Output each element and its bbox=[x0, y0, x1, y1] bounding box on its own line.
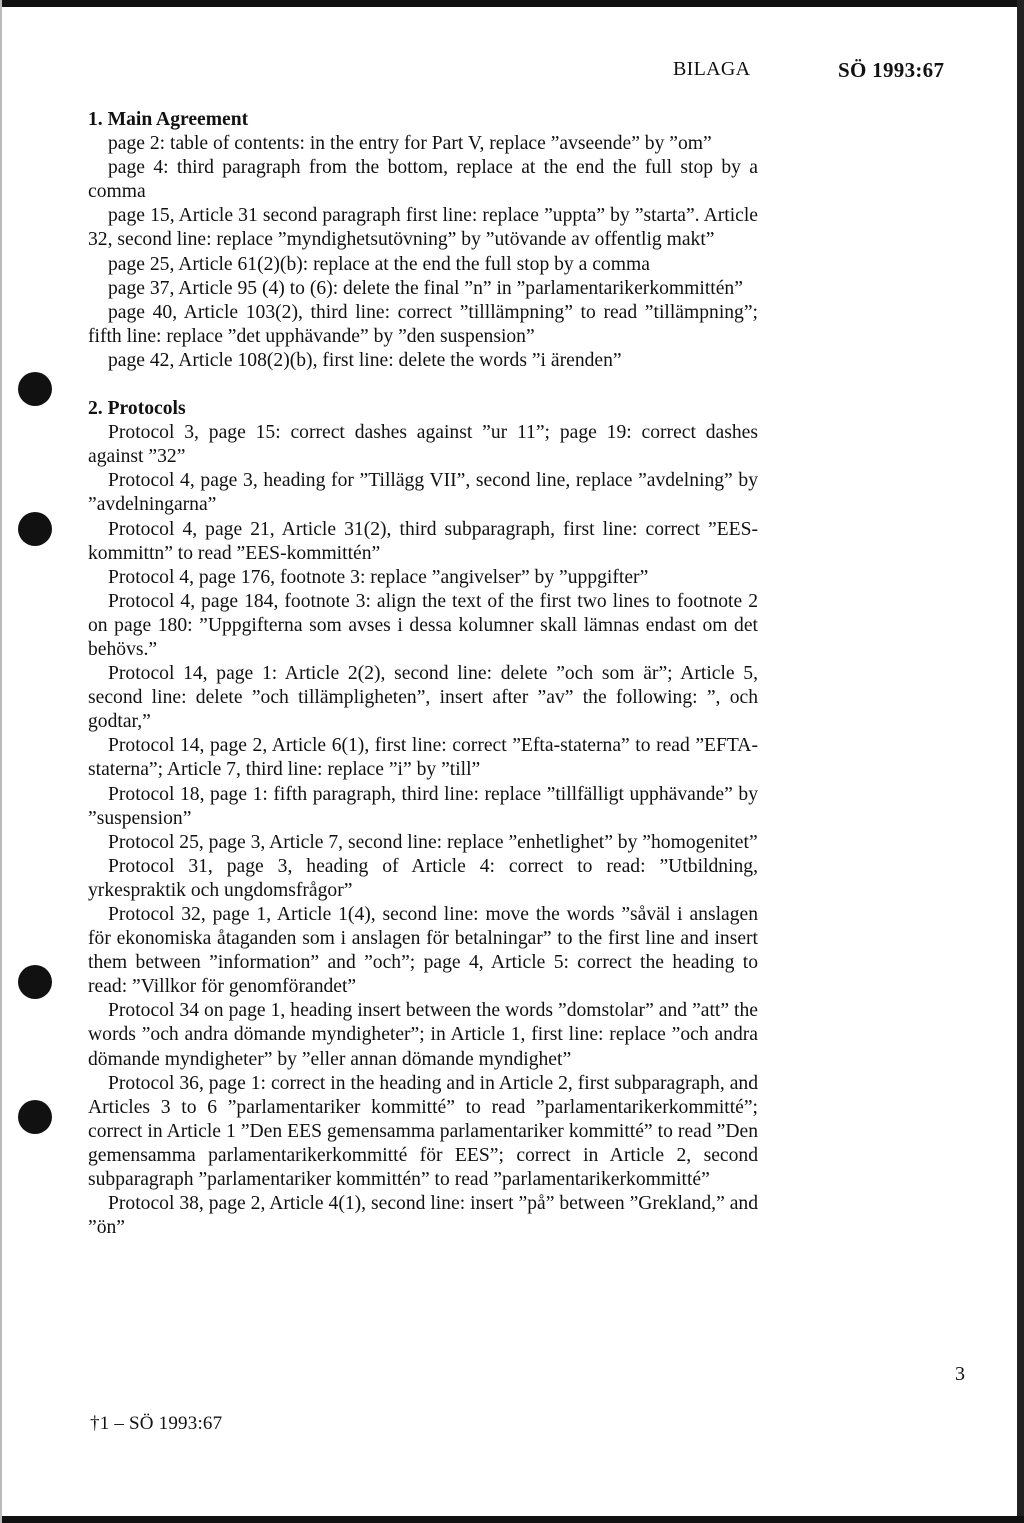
correction-entry: Protocol 25, page 3, Article 7, second line: replace ”enhetlighet” by ”homogenitet” bbox=[108, 831, 758, 853]
page-border-top bbox=[0, 0, 1024, 7]
binder-hole bbox=[18, 512, 52, 546]
correction-entry: Protocol 31, page 3, heading of Article 4: correct to read: ”Utbildning, yrkespraktik och ungdomsfrågor” bbox=[88, 855, 758, 901]
page-border-bottom bbox=[0, 1516, 1024, 1523]
correction-entry: Protocol 38, page 2, Article 4(1), second line: insert ”på” between ”Grekland,” and ”ön” bbox=[88, 1193, 758, 1239]
correction-entry: Protocol 3, page 15: correct dashes against ”ur 11”; page 19: correct dashes against ”32” bbox=[88, 422, 758, 468]
correction-entry: Protocol 34 on page 1, heading insert between the words ”domstolar” and ”att” the words ”och andra dömande myndigheter”; in Article 1, first line: replace ”och andra dömande myndigheter” by ”eller annan dömande myndighet” bbox=[88, 1000, 758, 1070]
correction-entry: page 2: table of contents: in the entry for Part V, replace ”avseende” by ”om” bbox=[108, 133, 712, 155]
page-number: 3 bbox=[955, 1363, 965, 1385]
correction-entry: page 25, Article 61(2)(b): replace at the end the full stop by a comma bbox=[108, 253, 650, 275]
header-reference: SÖ 1993:67 bbox=[838, 58, 945, 82]
correction-entry: page 4: third paragraph from the bottom, replace at the end the full stop by a comma bbox=[88, 157, 758, 203]
header-bilaga: BILAGA bbox=[673, 58, 751, 80]
correction-entry: Protocol 32, page 1, Article 1(4), second line: move the words ”såväl i anslagen för ekonomiska åtaganden som i anslagen för betalningar” to the first line and insert them between ”information” and ”och”; page 4, Article 5: correct the heading to read: ”Villkor för genomförandet” bbox=[88, 904, 758, 998]
binder-hole bbox=[18, 372, 52, 406]
section-heading-main-agreement: 1. Main Agreement bbox=[88, 109, 249, 130]
binder-hole bbox=[18, 965, 52, 999]
correction-entry: Protocol 36, page 1: correct in the heading and in Article 2, first subparagraph, and Articles 3 to 6 ”parlamentariker kommitté” to read ”parlamentarikerkommitté”; correct in Article 1 ”Den EES gemensamma parlamentariker kommitté” to read ”Den gemensamma parlamentarikerkommitté för EES”; correct in Article 2, second subparagraph ”parlamentariker kommittén” to read ”parlamentarikerkommitté” bbox=[88, 1072, 758, 1191]
page-border-right bbox=[1017, 0, 1024, 1523]
correction-entry: page 15, Article 31 second paragraph first line: replace ”uppta” by ”starta”. Article 32, second line: replace ”myndighetsutövning” by ”utövande av offentlig makt” bbox=[88, 205, 758, 251]
section-heading-protocols: 2. Protocols bbox=[88, 398, 186, 420]
correction-entry: page 40, Article 103(2), third line: correct ”tilllämpning” to read ”tillämpning”; fifth line: replace ”det upphävande” by ”den suspension” bbox=[88, 301, 758, 347]
binder-hole bbox=[18, 1100, 52, 1134]
document-body bbox=[88, 108, 758, 1240]
page-border-left bbox=[0, 0, 2, 1523]
correction-entry: Protocol 4, page 176, footnote 3: replace ”angivelser” by ”uppgifter” bbox=[108, 566, 649, 588]
correction-entry: Protocol 4, page 3, heading for ”Tillägg VII”, second line, replace ”avdelning” by ”avdelningarna” bbox=[88, 470, 758, 516]
footer-reference: †1 – SÖ 1993:67 bbox=[90, 1413, 223, 1434]
correction-entry: page 42, Article 108(2)(b), first line: delete the words ”i ärenden” bbox=[108, 349, 622, 371]
correction-entry: Protocol 18, page 1: fifth paragraph, third line: replace ”tillfälligt upphävande” by ”suspension” bbox=[88, 783, 758, 829]
correction-entry: page 37, Article 95 (4) to (6): delete the final ”n” in ”parlamentarikerkommittén” bbox=[108, 277, 743, 299]
correction-entry: Protocol 4, page 184, footnote 3: align the text of the first two lines to footnote 2 on page 180: ”Uppgifterna som avses i dessa kolumner skall lämnas endast om det behövs.” bbox=[88, 590, 758, 660]
correction-entry: Protocol 14, page 1: Article 2(2), second line: delete ”och som är”; Article 5, second line: delete ”och tillämpligheten”, insert after ”av” the following: ”, och godtar,” bbox=[88, 663, 758, 733]
correction-entry: Protocol 4, page 21, Article 31(2), third subparagraph, first line: correct ”EES-kommittn” to read ”EES-kommittén” bbox=[88, 518, 758, 564]
correction-entry: Protocol 14, page 2, Article 6(1), first line: correct ”Efta-staterna” to read ”EFTA-staterna”; Article 7, third line: replace ”i” by ”till” bbox=[88, 735, 758, 781]
